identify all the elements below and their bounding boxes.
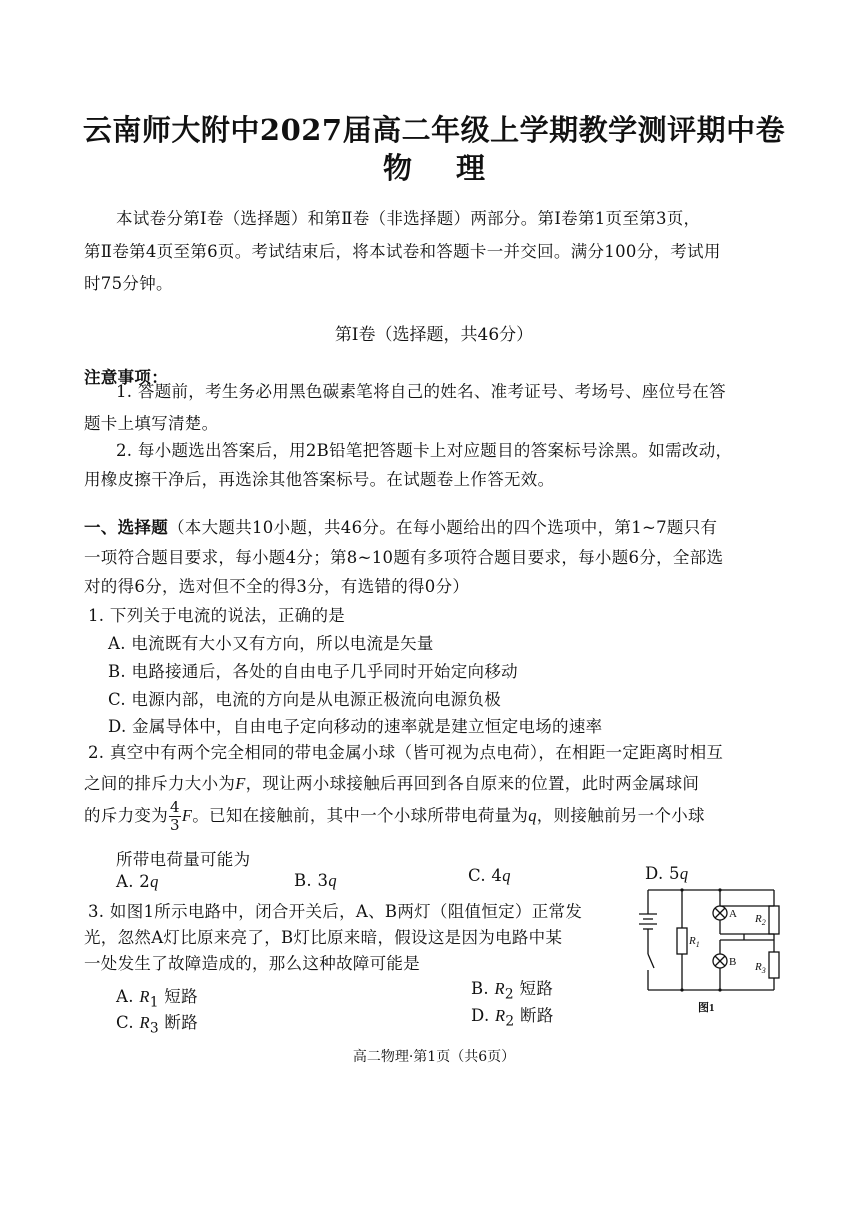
section1-label: 一、选择题: [84, 518, 168, 537]
circuit-figure: [636, 884, 784, 1020]
q3-option-d: D. $R_2$ 断路: [471, 1006, 554, 1030]
notice-item-1-line-1: 1. 答题前，考生务必用黑色碳素笔将自己的姓名、准考证号、考场号、座位号在答: [116, 382, 726, 401]
q2-fraction: [169, 799, 181, 834]
q3-line-2: 光，忽然A灯比原来亮了，B灯比原来暗，假设这是因为电路中某: [84, 928, 563, 947]
notice-heading: 注意事项：: [84, 368, 168, 387]
r1-label: $R_1$: [689, 935, 700, 949]
lamp-b-label: B: [729, 956, 737, 968]
q3-option-b: B. $R_2$ 短路: [471, 979, 554, 1003]
q2-line-3c: ，则接触前另一个小球: [536, 806, 705, 825]
exam-subject: [0, 146, 868, 187]
q2-fraction-den: 3: [170, 816, 180, 834]
intro-line-2: 第Ⅱ卷第4页至第6页。考试结束后，将本试卷和答题卡一并交回。满分100分，考试用: [84, 242, 721, 261]
q1-option-a: A. 电流既有大小又有方向，所以电流是矢量: [108, 634, 434, 653]
part1-heading: 第Ⅰ卷（选择题，共46分）: [334, 325, 534, 345]
q3-option-a: A. $R_1$ 短路: [116, 987, 198, 1011]
notice-item-2-line-2: 用橡皮擦干净后，再选涂其他答案标号。在试题卷上作答无效。: [84, 470, 555, 489]
q2-option-b: B. 3q: [294, 871, 337, 890]
q2-line-3: [84, 796, 705, 836]
q2-fraction-num: 4: [170, 798, 180, 816]
q2-force-var-2: F: [181, 806, 193, 825]
r3-label: $R_3$: [755, 961, 766, 975]
section1-desc-1: （本大题共10小题，共46分。在每小题给出的四个选项中，第1~7题只有: [168, 518, 718, 537]
q2-force-var: F: [235, 774, 246, 793]
section1-desc-line-3: 对的得6分，选对但不全的得3分，有选错的得0分）: [84, 577, 470, 596]
q2-line-2b: ，现让两小球接触后再回到各自原来的位置，此时两金属球间: [245, 774, 700, 793]
figure-caption: 图1: [698, 1002, 715, 1014]
q1-option-c: C. 电源内部，电流的方向是从电源正极流向电源负极: [108, 690, 502, 709]
page-footer: 高二物理·第1页（共6页）: [352, 1049, 516, 1065]
q3-line-3: 一处发生了故障造成的，那么这种故障可能是: [84, 954, 420, 973]
q2-line-3a: 的斥力变为: [84, 806, 168, 825]
subject-char-2: 理: [456, 151, 486, 185]
q2-line-3b: 。已知在接触前，其中一个小球所带电荷量为: [192, 806, 529, 825]
q2-line-2a: 之间的排斥力大小为: [84, 774, 236, 793]
lamp-a-label: A: [729, 908, 737, 920]
section1-desc-line-1: [84, 514, 717, 538]
intro-line-1: 本试卷分第Ⅰ卷（选择题）和第Ⅱ卷（非选择题）两部分。第Ⅰ卷第1页至第3页，: [116, 209, 701, 228]
notice-item-1-line-2: 题卡上填写清楚。: [84, 414, 219, 433]
q2-line-2: [84, 770, 699, 794]
q2-option-d: D. 5q: [645, 864, 689, 883]
q2-charge-var: q: [528, 806, 537, 825]
subject-char-1: 物: [382, 151, 412, 185]
q2-option-a: A. 2q: [116, 872, 159, 891]
q1-stem: 1. 下列关于电流的说法，正确的是: [88, 606, 346, 625]
q2-option-c: C. 4q: [468, 866, 511, 885]
q2-line-1: 2. 真空中有两个完全相同的带电金属小球（皆可视为点电荷），在相距一定距离时相互: [88, 743, 724, 762]
q3-line-1: 3. 如图1所示电路中，闭合开关后，A、B两灯（阻值恒定）正常发: [88, 902, 583, 921]
intro-line-3: 时75分钟。: [84, 274, 173, 293]
section1-desc-line-2: 一项符合题目要求，每小题4分；第8~10题有多项符合题目要求，每小题6分，全部选: [84, 548, 724, 567]
q3-option-c: C. $R_3$ 断路: [116, 1013, 199, 1037]
q1-option-d: D. 金属导体中，自由电子定向移动的速率就是建立恒定电场的速率: [108, 717, 603, 736]
notice-item-2-line-1: 2. 每小题选出答案后，用2B铅笔把答题卡上对应题目的答案标号涂黑。如需改动，: [116, 441, 733, 460]
r2-label: $R_2$: [755, 913, 766, 927]
exam-title: 云南师大附中2027届高二年级上学期教学测评期中卷: [82, 113, 786, 147]
q2-line-4: 所带电荷量可能为: [116, 850, 251, 869]
q1-option-b: B. 电路接通后，各处的自由电子几乎同时开始定向移动: [108, 662, 518, 681]
